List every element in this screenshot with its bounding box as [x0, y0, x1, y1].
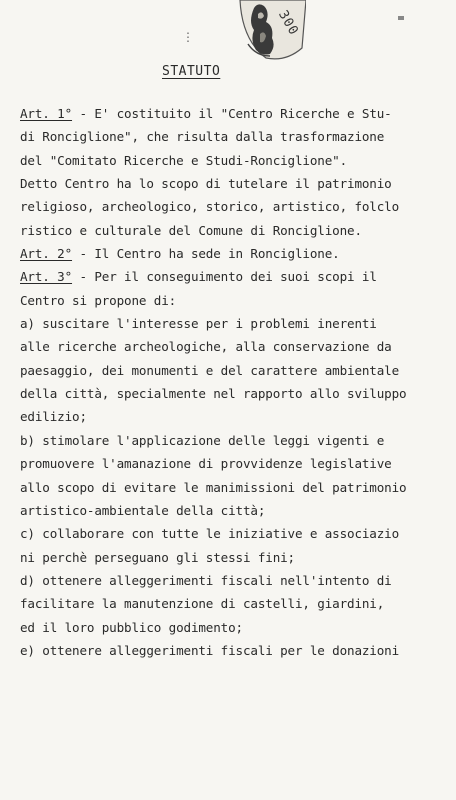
text-line: ed il loro pubblico godimento; — [20, 619, 243, 635]
text-line: Centro si propone di: — [20, 292, 177, 308]
document-title: STATUTO — [162, 64, 221, 79]
text-line: edilizio; — [20, 409, 87, 425]
text-line: a) suscitare l'interesse per i problemi inerenti — [20, 316, 377, 332]
statute-text — [20, 102, 450, 662]
text-line: alle ricerche archeologiche, alla conservazione da — [20, 339, 392, 355]
margin-mark: ⋮ — [182, 30, 194, 44]
text-line: Art. 1° - E' costituito il "Centro Ricerche e Stu- — [20, 106, 392, 121]
text-line: del "Comitato Ricerche e Studi-Ronciglione". — [20, 152, 348, 168]
text-line: ristico e culturale del Comune di Ronciglione. — [20, 222, 362, 238]
text-line: artistico-ambientale della città; — [20, 502, 266, 518]
text-line: della città, specialmente nel rapporto allo sviluppo — [20, 386, 407, 402]
text-line: ni perchè perseguano gli stessi fini; — [20, 549, 295, 565]
text-line: allo scopo di evitare le manimissioni del patrimonio — [20, 479, 407, 495]
text-line: c) collaborare con tutte le iniziative e associazio — [20, 526, 400, 542]
article-label: Art. 1° — [20, 106, 73, 121]
article-label: Art. 3° — [20, 269, 73, 285]
text-line: Art. 2° - Il Centro ha sede in Ronciglione. — [20, 246, 340, 262]
text-line: di Ronciglione", che risulta dalla trasformazione — [20, 129, 385, 145]
text-line: Detto Centro ha lo scopo di tutelare il patrimonio — [20, 176, 392, 192]
text-line: Art. 3° - Per il conseguimento dei suoi scopi il — [20, 269, 377, 285]
text-line: b) stimolare l'applicazione delle leggi vigenti e — [20, 432, 385, 448]
text-line: paesaggio, dei monumenti e del carattere ambientale — [20, 362, 400, 378]
text-line: religioso, archeologico, storico, artistico, folclo — [20, 199, 400, 215]
text-line: facilitare la manutenzione di castelli, giardini, — [20, 596, 385, 612]
text-line: e) ottenere alleggerimenti fiscali per le donazioni — [20, 642, 400, 658]
text-line: promuovere l'amanazione di provvidenze legislative — [20, 456, 392, 472]
text-line: d) ottenere alleggerimenti fiscali nell'intento di — [20, 572, 392, 588]
margin-mark-right — [398, 16, 404, 20]
article-label: Art. 2° — [20, 246, 73, 262]
stamp-number: 300 — [275, 8, 302, 39]
